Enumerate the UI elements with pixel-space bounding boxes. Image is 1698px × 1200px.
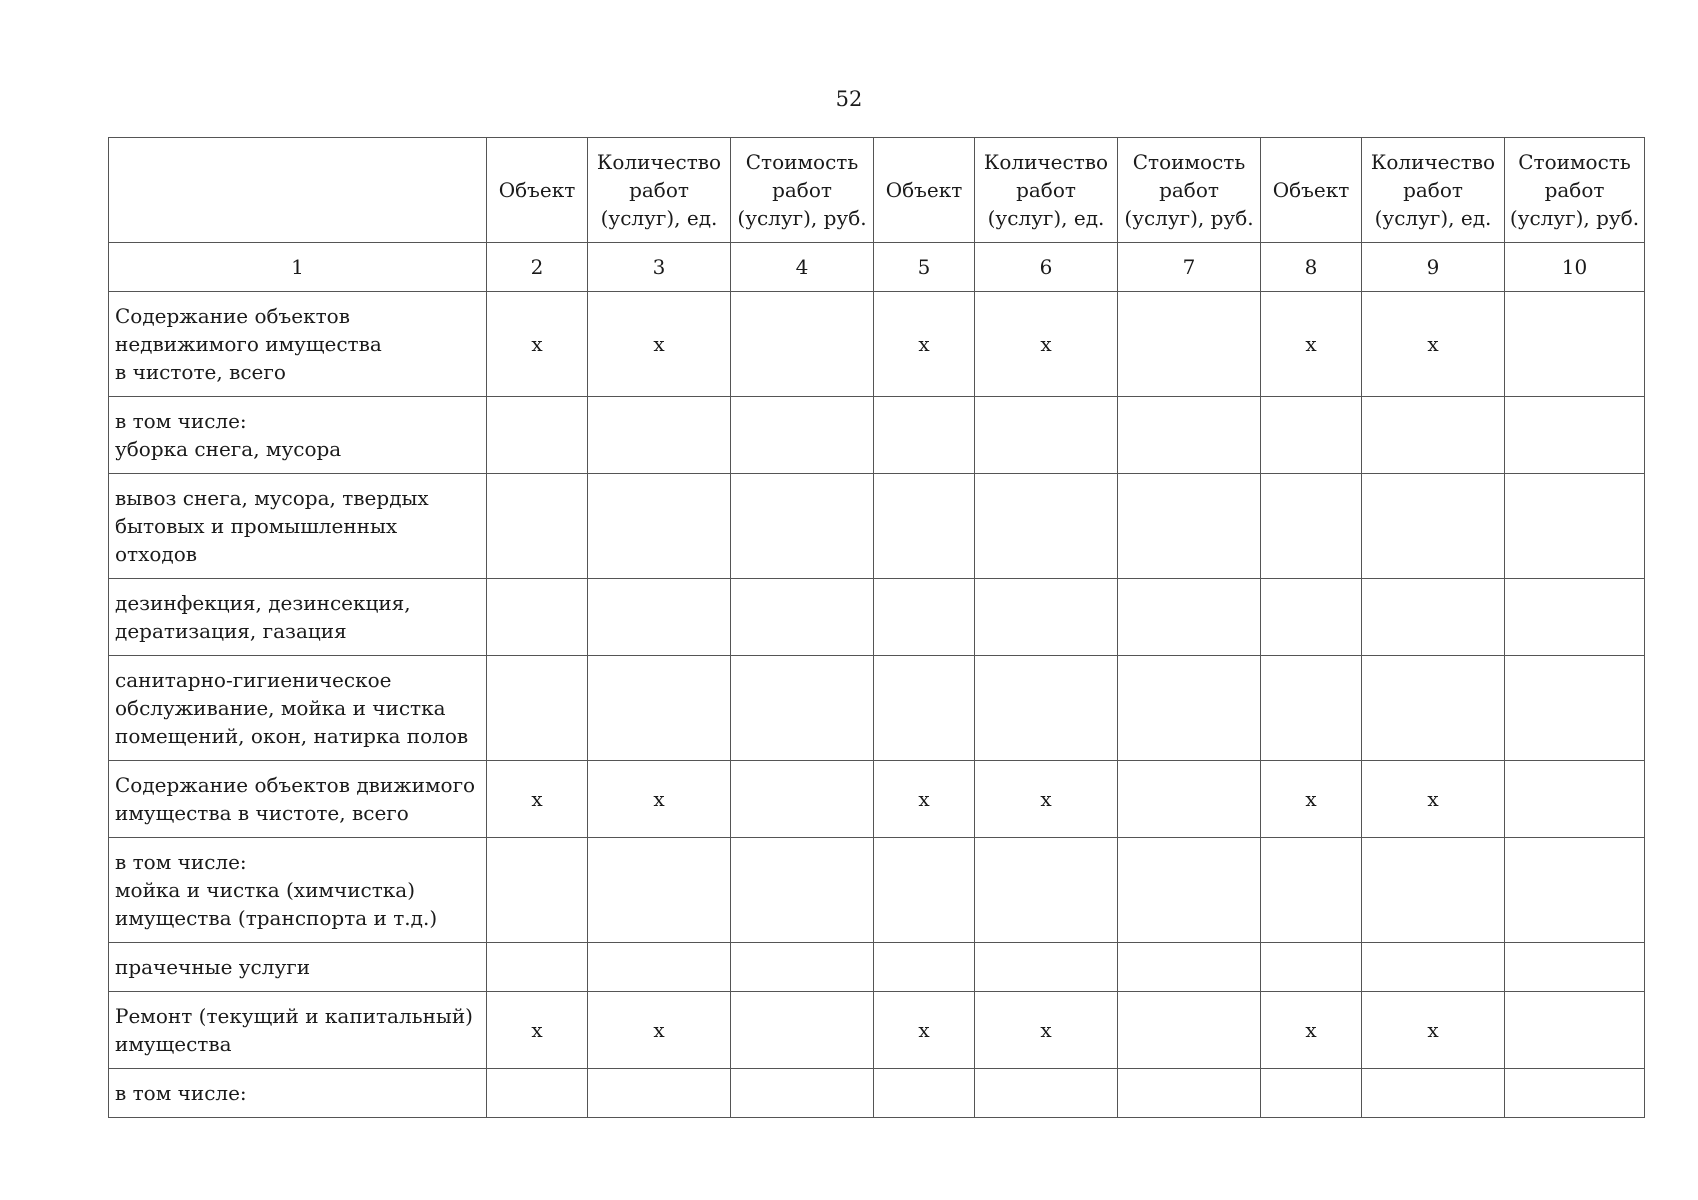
table-cell xyxy=(1118,579,1261,656)
column-number: 10 xyxy=(1505,243,1645,292)
table-cell: x xyxy=(487,292,588,397)
column-header-text: Объект xyxy=(1272,178,1350,202)
table-cell xyxy=(1362,397,1505,474)
table-cell xyxy=(874,656,975,761)
table-cell: x xyxy=(1362,761,1505,838)
row-label-text: недвижимого имущества xyxy=(115,332,382,356)
column-header-7 xyxy=(1118,138,1261,243)
table-cell xyxy=(1261,474,1362,579)
row-label-text: в том числе: xyxy=(115,850,247,874)
column-number-row xyxy=(109,243,1645,292)
row-label-text: имущества в чистоте, всего xyxy=(115,801,409,825)
table-body xyxy=(109,292,1645,1118)
row-label-text: отходов xyxy=(115,542,198,566)
column-number: 9 xyxy=(1362,243,1505,292)
column-header-text: работ xyxy=(1016,178,1076,202)
table-cell xyxy=(487,397,588,474)
row-label-text: Содержание объектов xyxy=(115,304,350,328)
table-cell: x xyxy=(874,761,975,838)
column-header-text: Стоимость xyxy=(1518,150,1631,174)
column-header-text: Объект xyxy=(885,178,963,202)
column-header-text: (услуг), ед. xyxy=(1374,206,1492,230)
table-cell xyxy=(1505,761,1645,838)
table-cell xyxy=(487,656,588,761)
table-cell: x xyxy=(588,292,731,397)
row-label-text: в том числе: xyxy=(115,1081,247,1105)
row-label-text: имущества (транспорта и т.д.) xyxy=(115,906,438,930)
row-label xyxy=(109,397,487,474)
column-header-10 xyxy=(1505,138,1645,243)
table-cell xyxy=(975,656,1118,761)
row-label-text: уборка снега, мусора xyxy=(115,437,342,461)
column-number: 4 xyxy=(731,243,874,292)
table-cell xyxy=(1362,838,1505,943)
row-label-text: в чистоте, всего xyxy=(115,360,286,384)
row-label xyxy=(109,1069,487,1118)
table-cell xyxy=(874,943,975,992)
row-label-text: бытовых и промышленных xyxy=(115,514,398,538)
row-label xyxy=(109,292,487,397)
row-label xyxy=(109,992,487,1069)
table-row xyxy=(109,656,1645,761)
table-cell xyxy=(731,579,874,656)
header-row xyxy=(109,138,1645,243)
table-cell xyxy=(588,579,731,656)
table-cell xyxy=(1261,1069,1362,1118)
table-row xyxy=(109,1069,1645,1118)
table-cell: x xyxy=(1362,292,1505,397)
row-label-text: Ремонт (текущий и капитальный) xyxy=(115,1004,473,1028)
column-header-text: (услуг), руб. xyxy=(1509,206,1640,230)
row-label xyxy=(109,761,487,838)
table-row xyxy=(109,292,1645,397)
table-cell: x xyxy=(588,992,731,1069)
table-cell: x xyxy=(1261,761,1362,838)
column-header-text: Объект xyxy=(498,178,576,202)
column-header-4 xyxy=(731,138,874,243)
table-cell xyxy=(975,838,1118,943)
table-cell xyxy=(731,1069,874,1118)
column-header-6 xyxy=(975,138,1118,243)
table-cell: x xyxy=(487,992,588,1069)
column-number: 8 xyxy=(1261,243,1362,292)
column-header-text: Количество xyxy=(596,150,722,174)
table-cell xyxy=(1362,579,1505,656)
column-header-text: работ xyxy=(1403,178,1463,202)
table-cell xyxy=(1505,397,1645,474)
column-number: 2 xyxy=(487,243,588,292)
table-cell xyxy=(588,656,731,761)
table-cell: x xyxy=(487,761,588,838)
table-cell xyxy=(588,943,731,992)
table-cell xyxy=(1261,579,1362,656)
row-label xyxy=(109,943,487,992)
table-cell xyxy=(487,474,588,579)
table-cell: x xyxy=(874,992,975,1069)
table-cell xyxy=(588,838,731,943)
row-label xyxy=(109,656,487,761)
table-cell xyxy=(874,1069,975,1118)
table-cell xyxy=(588,1069,731,1118)
column-number: 7 xyxy=(1118,243,1261,292)
table-cell xyxy=(731,992,874,1069)
row-label-text: Содержание объектов движимого xyxy=(115,773,476,797)
table-cell xyxy=(975,397,1118,474)
table-cell xyxy=(1118,838,1261,943)
row-label-text: имущества xyxy=(115,1032,232,1056)
table-cell xyxy=(975,1069,1118,1118)
row-label xyxy=(109,838,487,943)
table-cell: x xyxy=(1261,292,1362,397)
table-cell: x xyxy=(1362,992,1505,1069)
column-header-5 xyxy=(874,138,975,243)
table-row xyxy=(109,579,1645,656)
table-cell xyxy=(1505,943,1645,992)
table-cell xyxy=(731,656,874,761)
table-cell xyxy=(874,474,975,579)
table-cell xyxy=(1505,838,1645,943)
table-cell: x xyxy=(588,761,731,838)
table-cell xyxy=(1261,656,1362,761)
table-cell xyxy=(1505,292,1645,397)
table-cell xyxy=(1505,474,1645,579)
table-cell: x xyxy=(975,992,1118,1069)
table-cell xyxy=(588,474,731,579)
page-number: 52 xyxy=(835,87,863,111)
table-cell xyxy=(1118,943,1261,992)
table-cell xyxy=(731,474,874,579)
table-cell xyxy=(588,397,731,474)
table-row xyxy=(109,943,1645,992)
column-header-text: (услуг), руб. xyxy=(737,206,867,230)
table-cell xyxy=(1362,474,1505,579)
table-cell xyxy=(975,943,1118,992)
table-cell xyxy=(1118,474,1261,579)
row-label-text: прачечные услуги xyxy=(115,955,311,979)
column-header-3 xyxy=(588,138,731,243)
row-label-text: вывоз снега, мусора, твердых xyxy=(115,486,429,510)
row-label-text: дератизация, газация xyxy=(115,619,347,643)
column-number: 3 xyxy=(588,243,731,292)
column-header-text: Стоимость xyxy=(745,150,859,174)
column-header-text: Количество xyxy=(1370,150,1496,174)
row-label-text: в том числе: xyxy=(115,409,247,433)
table-cell xyxy=(1261,397,1362,474)
column-header-text: Количество xyxy=(983,150,1109,174)
row-label-text: мойка и чистка (химчистка) xyxy=(115,878,416,902)
column-number: 6 xyxy=(975,243,1118,292)
column-header-8 xyxy=(1261,138,1362,243)
column-number: 1 xyxy=(109,243,487,292)
report-table xyxy=(108,137,1645,1118)
column-header-text: (услуг), ед. xyxy=(600,206,718,230)
table-cell xyxy=(487,838,588,943)
table-cell: x xyxy=(1261,992,1362,1069)
column-header-text: (услуг), руб. xyxy=(1124,206,1254,230)
table-row xyxy=(109,838,1645,943)
table-cell xyxy=(487,579,588,656)
table-cell xyxy=(731,838,874,943)
table-cell xyxy=(487,1069,588,1118)
table-cell xyxy=(874,397,975,474)
column-header-9 xyxy=(1362,138,1505,243)
column-header-text: работ xyxy=(629,178,689,202)
table-cell xyxy=(731,292,874,397)
table-cell xyxy=(731,761,874,838)
table-cell: x xyxy=(874,292,975,397)
table-row xyxy=(109,761,1645,838)
table-cell: x xyxy=(975,761,1118,838)
table-row xyxy=(109,474,1645,579)
table-cell xyxy=(731,943,874,992)
table-cell xyxy=(1362,1069,1505,1118)
table-row xyxy=(109,397,1645,474)
table-cell xyxy=(975,474,1118,579)
table-cell xyxy=(874,838,975,943)
row-label-text: санитарно-гигиеническое xyxy=(115,668,392,692)
table-cell xyxy=(487,943,588,992)
column-header-1 xyxy=(109,138,487,243)
table-cell xyxy=(731,397,874,474)
table-cell xyxy=(1261,943,1362,992)
table-cell xyxy=(1261,838,1362,943)
table-cell xyxy=(1118,656,1261,761)
table-cell xyxy=(1118,761,1261,838)
table-cell xyxy=(1118,992,1261,1069)
table-cell xyxy=(1505,1069,1645,1118)
column-header-text: работ xyxy=(1159,178,1219,202)
column-header-text: работ xyxy=(1544,178,1605,202)
table-cell xyxy=(1118,292,1261,397)
table-cell: x xyxy=(975,292,1118,397)
column-header-2 xyxy=(487,138,588,243)
table-cell xyxy=(1118,397,1261,474)
table-cell xyxy=(1505,992,1645,1069)
row-label-text: помещений, окон, натирка полов xyxy=(115,724,469,748)
table-cell xyxy=(975,579,1118,656)
table-cell xyxy=(874,579,975,656)
table-cell xyxy=(1118,1069,1261,1118)
column-header-text: работ xyxy=(772,178,832,202)
table-cell xyxy=(1505,579,1645,656)
row-label xyxy=(109,579,487,656)
column-header-text: (услуг), ед. xyxy=(987,206,1105,230)
table-cell xyxy=(1362,943,1505,992)
row-label xyxy=(109,474,487,579)
row-label-text: дезинфекция, дезинсекция, xyxy=(115,591,411,615)
row-label-text: обслуживание, мойка и чистка xyxy=(115,696,446,720)
column-number: 5 xyxy=(874,243,975,292)
table-row xyxy=(109,992,1645,1069)
table-cell xyxy=(1362,656,1505,761)
table-cell xyxy=(1505,656,1645,761)
column-header-text: Стоимость xyxy=(1132,150,1246,174)
